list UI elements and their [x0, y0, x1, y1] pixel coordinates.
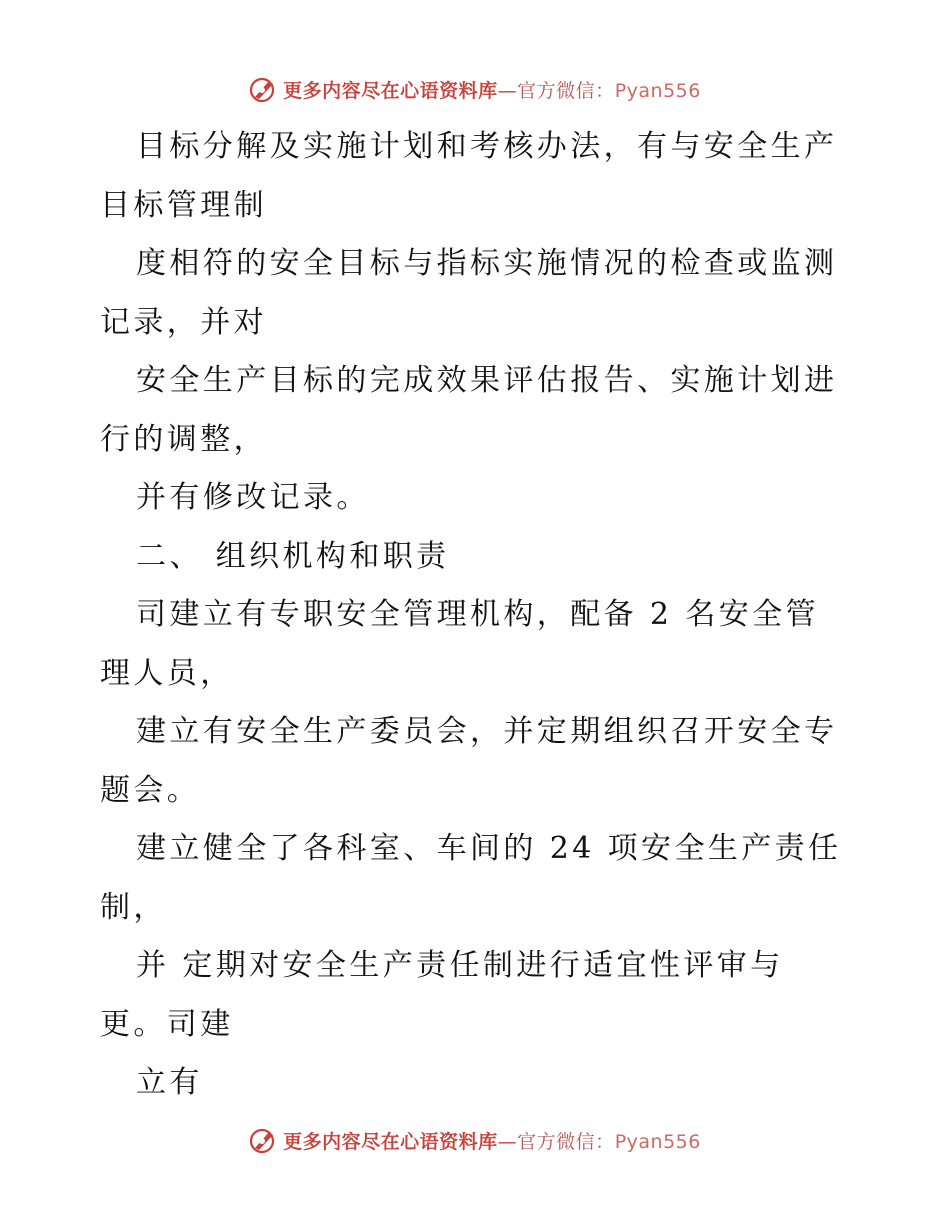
text-line: 并有修改记录。 — [136, 480, 370, 515]
footer-watermark — [0, 1123, 950, 1157]
pen-logo-icon — [249, 1126, 277, 1154]
text-line: 记录，并对 — [100, 304, 267, 340]
section-heading: 二、 组织机构和职责 — [136, 538, 450, 574]
watermark-wechat-id: Pyan556 — [614, 79, 701, 102]
text-line: 理人员， — [100, 655, 234, 691]
text-line: 建立有安全生产委员会，并定期组织召开安全专 — [136, 714, 838, 749]
text-line: 建立健全了各科室、车间的 24 项安全生产责任 — [136, 831, 842, 866]
header-watermark — [0, 72, 950, 106]
pen-logo-icon — [249, 75, 277, 103]
text-line: 更。司建 — [100, 1006, 234, 1042]
document-body — [100, 118, 852, 1113]
text-line: 并 定期对安全生产责任制进行适宜性评审与 — [136, 948, 784, 983]
watermark-separator: — — [497, 1130, 518, 1153]
watermark-wechat-id: Pyan556 — [614, 1130, 701, 1153]
watermark-main-text: 更多内容尽在心语资料库 — [283, 1130, 498, 1153]
text-line: 题会。 — [100, 772, 201, 808]
text-line: 度相符的安全目标与指标实施情况的检查或监测 — [136, 246, 838, 281]
text-line: 目标分解及实施计划和考核办法，有与安全生产 — [136, 129, 838, 164]
text-line: 目标管理制 — [100, 187, 267, 223]
text-line: 行的调整， — [100, 421, 267, 457]
watermark-wechat-label: 官方微信： — [517, 79, 615, 102]
text-line: 立有 — [136, 1065, 203, 1100]
watermark-main-text: 更多内容尽在心语资料库 — [283, 79, 498, 102]
text-line: 司建立有专职安全管理机构，配备 2 名安全管 — [136, 597, 819, 632]
watermark-separator: — — [497, 79, 518, 102]
text-line: 安全生产目标的完成效果评估报告、实施计划进 — [136, 363, 838, 398]
watermark-wechat-label: 官方微信： — [517, 1130, 615, 1153]
text-line: 制， — [100, 889, 167, 925]
